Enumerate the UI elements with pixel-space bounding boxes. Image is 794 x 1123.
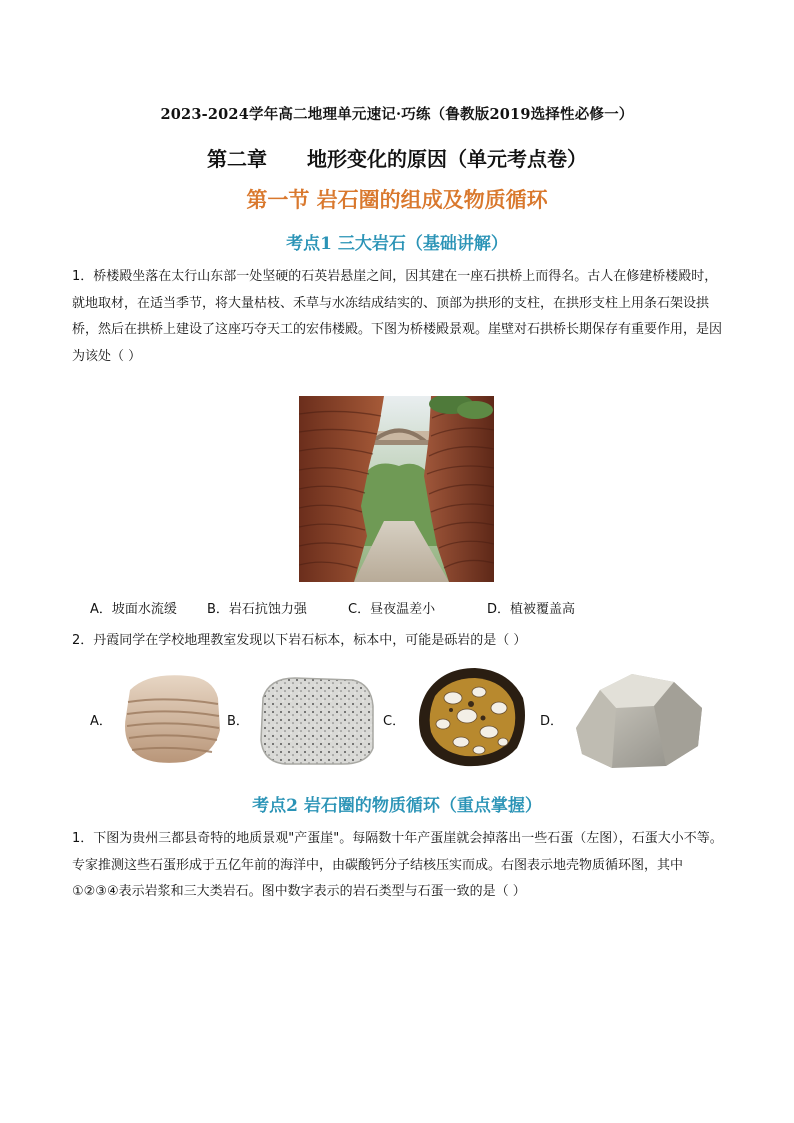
kp2-title: 考点2 岩石圈的物质循环（重点掌握） [252, 796, 542, 816]
q1-options [0, 598, 794, 618]
q2-option-b[interactable]: B． [227, 714, 249, 729]
q2-stem: 2．丹霞同学在学校地理教室发现以下岩石标本，标本中，可能是砾岩的是（ ） [72, 633, 527, 648]
q1-option-c[interactable]: C．昼夜温差小 [348, 602, 436, 617]
q2-option-d[interactable]: D． [540, 714, 564, 729]
q1-stem: 1．桥楼殿坐落在太行山东部一处坚硬的石英岩悬崖之间，因其建在一座石拱桥上而得名。古人在修建桥楼殿时，就地取材，在适当季节，将大量枯枝、禾草与水冻结成结实的、顶部为拱形的支柱，在拱形支柱上用条石架设拱桥，然后在拱桥上建设了这座巧夺天工的宏伟楼殿。下图为桥楼殿景观。崖壁对石拱桥长期保存有重要作用，是因为该处（ ） [72, 269, 723, 364]
kp1-title: 考点1 三大岩石（基础讲解） [286, 234, 508, 254]
q2-option-a[interactable]: A． [90, 714, 112, 729]
bridge-photo [299, 396, 494, 582]
kp2-q1-stem: 1．下图为贵州三都县奇特的地质景观"产蛋崖"。每隔数十年产蛋崖就会掉落出一些石蛋（左图），石蛋大小不等。专家推测这些石蛋形成于五亿年前的海洋中，由碳酸钙分子结核压实而成。右图表示地壳物质循环图，其中①②③④表示岩浆和三大类岩石。图中数字表示的岩石类型与石蛋一致的是（ ） [72, 831, 723, 899]
rock-sample-a-image [118, 668, 226, 768]
rock-sample-d-image [570, 668, 706, 772]
q1-option-d[interactable]: D．植被覆盖高 [487, 602, 576, 617]
rock-sample-b-image [255, 670, 379, 770]
doc-header: 2023-2024学年高二地理单元速记·巧练（鲁教版2019选择性必修一） [160, 106, 634, 123]
chapter-name: 地形变化的原因（单元考点卷） [307, 147, 587, 171]
chapter-number: 第二章 [207, 147, 267, 171]
q1-option-a[interactable]: A．坡面水流缓 [90, 602, 177, 617]
q1-option-b[interactable]: B．岩石抗蚀力强 [207, 602, 307, 617]
q2-option-c[interactable]: C． [383, 714, 406, 729]
rock-sample-c-image [413, 662, 531, 772]
chapter-title [0, 143, 794, 172]
section-title: 第一节 岩石圈的组成及物质循环 [246, 187, 548, 212]
